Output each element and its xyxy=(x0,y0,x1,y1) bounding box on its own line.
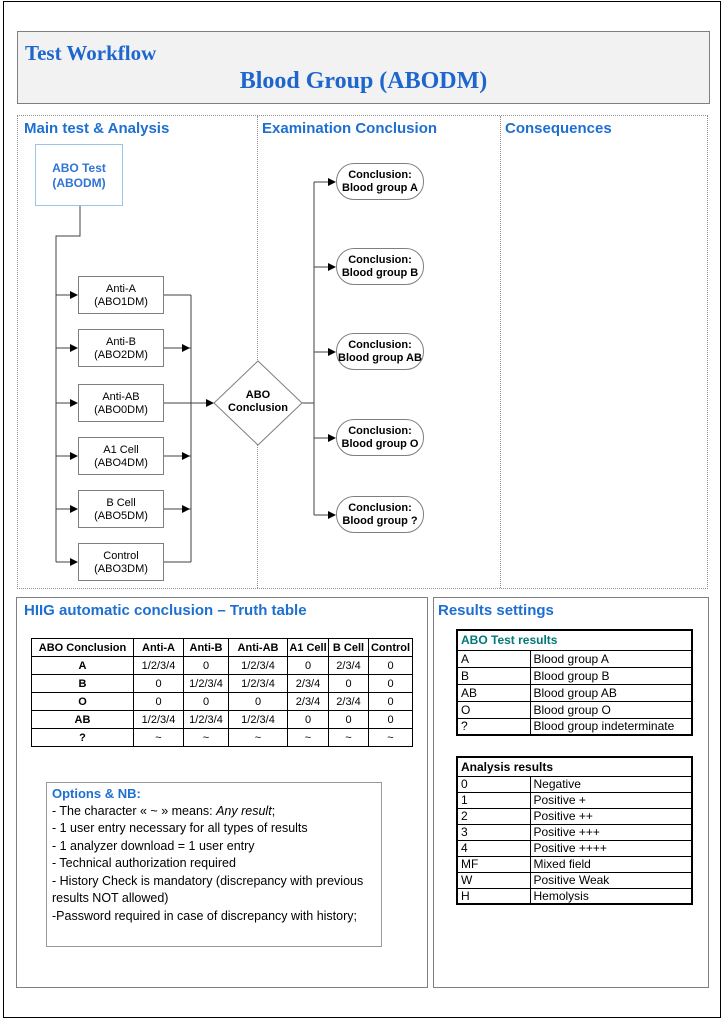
truth-cell: 1/2/3/4 xyxy=(229,675,288,693)
truth-cell: 0 xyxy=(229,693,288,711)
conclusion-line1: Conclusion: xyxy=(348,339,412,351)
options-item-italic: Any result xyxy=(216,803,272,818)
truth-cell: 1/2/3/4 xyxy=(229,657,288,675)
result-code: AB xyxy=(457,684,530,701)
test-code: (ABO0DM) xyxy=(94,404,148,416)
result-code: 1 xyxy=(457,792,530,808)
truth-cell: 0 xyxy=(329,675,369,693)
result-label: Blood group A xyxy=(530,650,692,667)
options-title: Options & NB: xyxy=(52,786,141,801)
truth-col-header: Control xyxy=(369,639,413,657)
column-heading-examination-conclusion: Examination Conclusion xyxy=(262,120,438,137)
options-item: - Technical authorization required xyxy=(52,856,236,870)
truth-cell: ~ xyxy=(184,729,229,747)
options-item-suffix: ; xyxy=(271,803,276,818)
result-code: O xyxy=(457,701,530,718)
truth-cell: ~ xyxy=(229,729,288,747)
result-code: 2 xyxy=(457,808,530,824)
result-label: Positive + xyxy=(530,792,692,808)
abo-results-header: ABO Test results xyxy=(457,630,692,650)
conclusion-node-blood-group-b xyxy=(336,248,424,285)
result-code: A xyxy=(457,650,530,667)
decision-line2: Conclusion xyxy=(228,402,288,414)
truth-cell: 0 xyxy=(369,657,413,675)
conclusion-line2: Blood group O xyxy=(341,438,419,450)
truth-table-row xyxy=(32,711,413,729)
page-subtitle: Blood Group (ABODM) xyxy=(239,68,488,94)
column-heading-main-test: Main test & Analysis xyxy=(24,120,170,137)
analysis-results-row xyxy=(457,856,692,872)
truth-cell: 1/2/3/4 xyxy=(134,711,184,729)
truth-table-header-row xyxy=(32,639,413,657)
test-node-anti-ab xyxy=(78,384,164,422)
truth-cell: 1/2/3/4 xyxy=(229,711,288,729)
test-label: Anti-B xyxy=(106,336,136,348)
results-settings-section xyxy=(433,597,709,988)
analysis-results-row xyxy=(457,824,692,840)
abo-results-row xyxy=(457,684,692,701)
test-label: B Cell xyxy=(106,497,136,509)
truth-cell: 1/2/3/4 xyxy=(134,657,184,675)
conclusion-node-blood-group-o xyxy=(336,419,424,456)
truth-col-header: Anti-B xyxy=(184,639,229,657)
result-code: B xyxy=(457,667,530,684)
truth-cell: ~ xyxy=(288,729,329,747)
analysis-results-header-row xyxy=(457,757,692,776)
results-settings-heading: Results settings xyxy=(438,602,554,619)
result-label: Blood group indeterminate xyxy=(530,718,692,735)
conclusion-node-blood-group-ab xyxy=(336,333,424,370)
truth-col-header: ABO Conclusion xyxy=(32,639,134,657)
truth-table-row xyxy=(32,729,413,747)
conclusion-line2: Blood group A xyxy=(342,182,418,194)
analysis-results-row xyxy=(457,808,692,824)
abo-results-row xyxy=(457,701,692,718)
result-label: Negative xyxy=(530,776,692,792)
column-heading-consequences: Consequences xyxy=(505,120,612,137)
test-node-anti-b xyxy=(78,329,164,367)
truth-cell: 0 xyxy=(288,711,329,729)
result-label: Positive ++ xyxy=(530,808,692,824)
analysis-results-row xyxy=(457,888,692,904)
truth-cell: 0 xyxy=(369,711,413,729)
decision-label xyxy=(214,389,302,415)
analysis-results-header: Analysis results xyxy=(457,757,692,776)
truth-col-header: A1 Cell xyxy=(288,639,329,657)
test-label: Anti-A xyxy=(106,283,136,295)
truth-table-row xyxy=(32,657,413,675)
conclusion-line1: Conclusion: xyxy=(348,425,412,437)
result-code: W xyxy=(457,872,530,888)
document-header xyxy=(17,31,710,104)
page-title: Test Workflow xyxy=(25,41,157,65)
test-node-b-cell xyxy=(78,490,164,528)
truth-cell: 0 xyxy=(288,657,329,675)
test-node-anti-a xyxy=(78,276,164,314)
truth-table-row xyxy=(32,693,413,711)
truth-cell: ~ xyxy=(134,729,184,747)
test-label: Control xyxy=(103,550,139,562)
test-code: (ABO2DM) xyxy=(94,349,148,361)
truth-row-label: B xyxy=(32,675,134,693)
test-node-control xyxy=(78,543,164,581)
result-label: Blood group AB xyxy=(530,684,692,701)
analysis-results-table xyxy=(456,756,693,905)
abo-test-results-table xyxy=(456,629,693,736)
conclusion-line2: Blood group B xyxy=(341,267,419,279)
truth-cell: 0 xyxy=(134,693,184,711)
abo-results-row xyxy=(457,667,692,684)
test-label: Anti-AB xyxy=(102,391,140,403)
result-code: 0 xyxy=(457,776,530,792)
truth-table-heading: HIIG automatic conclusion – Truth table xyxy=(24,602,307,619)
result-label: Positive ++++ xyxy=(530,840,692,856)
truth-row-label: O xyxy=(32,693,134,711)
truth-cell: 2/3/4 xyxy=(329,657,369,675)
result-code: 4 xyxy=(457,840,530,856)
abo-test-label-line2: (ABODM) xyxy=(52,176,106,190)
test-code: (ABO5DM) xyxy=(94,510,148,522)
options-item: - History Check is mandatory (discrepancy with previous results NOT allowed) xyxy=(52,873,364,905)
options-item-prefix: - The character « ~ » means: xyxy=(52,803,217,818)
abo-results-row xyxy=(457,718,692,735)
truth-col-header: Anti-A xyxy=(134,639,184,657)
abo-test-label-line1: ABO Test xyxy=(52,161,106,175)
options-item: - 1 analyzer download = 1 user entry xyxy=(52,838,255,853)
decision-line1: ABO xyxy=(245,389,271,401)
conclusion-line2: Blood group AB xyxy=(338,352,422,364)
test-node-a1-cell xyxy=(78,437,164,475)
truth-cell: 0 xyxy=(134,675,184,693)
truth-cell: 0 xyxy=(369,675,413,693)
conclusion-node-blood-group-unknown xyxy=(336,496,424,533)
truth-table-section xyxy=(16,597,428,988)
truth-table-row xyxy=(32,675,413,693)
result-code: ? xyxy=(457,718,530,735)
result-code: 3 xyxy=(457,824,530,840)
analysis-results-row xyxy=(457,792,692,808)
analysis-results-row xyxy=(457,840,692,856)
truth-cell: 0 xyxy=(369,693,413,711)
conclusion-node-blood-group-a xyxy=(336,163,424,200)
truth-cell: 1/2/3/4 xyxy=(184,711,229,729)
truth-cell: 2/3/4 xyxy=(288,693,329,711)
conclusion-line1: Conclusion: xyxy=(348,169,412,181)
options-item: - 1 user entry necessary for all types of results xyxy=(52,821,308,835)
truth-col-header: B Cell xyxy=(329,639,369,657)
truth-cell: ~ xyxy=(369,729,413,747)
options-note-box xyxy=(46,782,382,947)
analysis-results-row xyxy=(457,776,692,792)
abo-results-row xyxy=(457,650,692,667)
truth-row-label: AB xyxy=(32,711,134,729)
result-code: MF xyxy=(457,856,530,872)
options-item: -Password required in case of discrepancy with history; xyxy=(52,908,357,923)
result-label: Blood group B xyxy=(530,667,692,684)
flowchart-section xyxy=(17,115,708,589)
truth-cell: ~ xyxy=(329,729,369,747)
test-code: (ABO3DM) xyxy=(94,563,148,575)
truth-cell: 2/3/4 xyxy=(329,693,369,711)
abo-results-header-row xyxy=(457,630,692,650)
truth-row-label: A xyxy=(32,657,134,675)
test-code: (ABO4DM) xyxy=(94,457,148,469)
truth-cell: 0 xyxy=(184,657,229,675)
test-label: A1 Cell xyxy=(103,444,139,456)
truth-cell: 2/3/4 xyxy=(288,675,329,693)
conclusion-line1: Conclusion: xyxy=(348,254,412,266)
analysis-results-row xyxy=(457,872,692,888)
truth-table xyxy=(31,638,413,747)
result-label: Positive +++ xyxy=(530,824,692,840)
result-code: H xyxy=(457,888,530,904)
conclusion-line2: Blood group ? xyxy=(342,515,418,527)
result-label: Hemolysis xyxy=(530,888,692,904)
truth-cell: 1/2/3/4 xyxy=(184,675,229,693)
conclusion-line1: Conclusion: xyxy=(348,502,412,514)
abo-test-node xyxy=(35,144,123,206)
truth-row-label: ? xyxy=(32,729,134,747)
truth-cell: 0 xyxy=(329,711,369,729)
truth-cell: 0 xyxy=(184,693,229,711)
result-label: Blood group O xyxy=(530,701,692,718)
test-code: (ABO1DM) xyxy=(94,296,148,308)
result-label: Positive Weak xyxy=(530,872,692,888)
options-item-tilde xyxy=(52,803,376,821)
truth-col-header: Anti-AB xyxy=(229,639,288,657)
result-label: Mixed field xyxy=(530,856,692,872)
